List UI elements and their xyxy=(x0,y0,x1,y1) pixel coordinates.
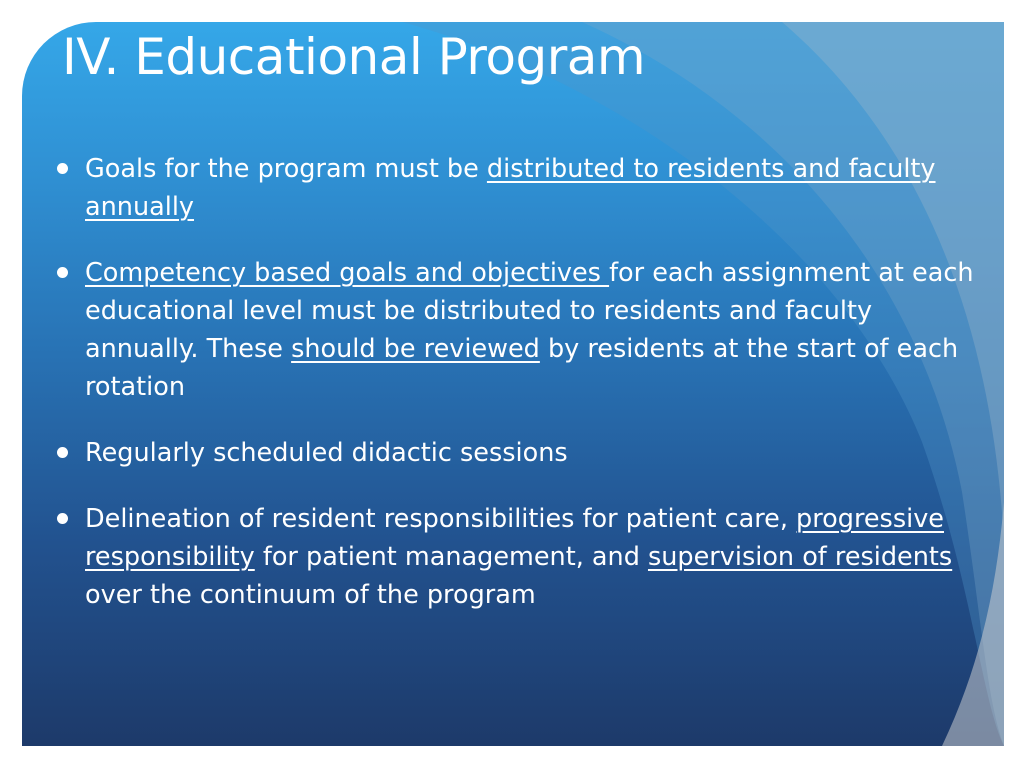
bullet-dot-icon xyxy=(57,447,68,458)
underlined-text: distributed to residents and faculty annually xyxy=(85,154,936,222)
bullet-dot-icon xyxy=(57,513,68,524)
bullet-text: for patient management, and xyxy=(254,542,648,572)
underlined-text: supervision of residents xyxy=(647,542,953,572)
underlined-text: progressive responsibility xyxy=(85,504,944,572)
bullet-text: for each assignment at each educational level must be distributed to residents and faculty annually. These xyxy=(85,258,974,364)
bullet-text: by residents at the start of each rotation xyxy=(85,334,959,402)
slide-panel xyxy=(22,22,1004,746)
bullet-text: Goals for the program must be xyxy=(85,154,487,184)
bullet-item-goals xyxy=(54,150,984,226)
underlined-text: Competency based goals and objectives xyxy=(85,258,610,288)
bullet-text: over the continuum of the program xyxy=(85,580,536,610)
bullet-item-competency xyxy=(54,254,984,406)
bullet-text: Regularly scheduled didactic sessions xyxy=(85,438,568,468)
bullet-item-didactic xyxy=(54,434,984,472)
bullet-dot-icon xyxy=(57,267,68,278)
slide-title: IV. Educational Program xyxy=(62,28,646,86)
bullet-list xyxy=(54,150,984,614)
bullet-item-delineation xyxy=(54,500,984,614)
bullet-text: Delineation of resident responsibilities for patient care, xyxy=(85,504,797,534)
bullet-dot-icon xyxy=(57,163,68,174)
underlined-text: should be reviewed xyxy=(291,334,540,364)
